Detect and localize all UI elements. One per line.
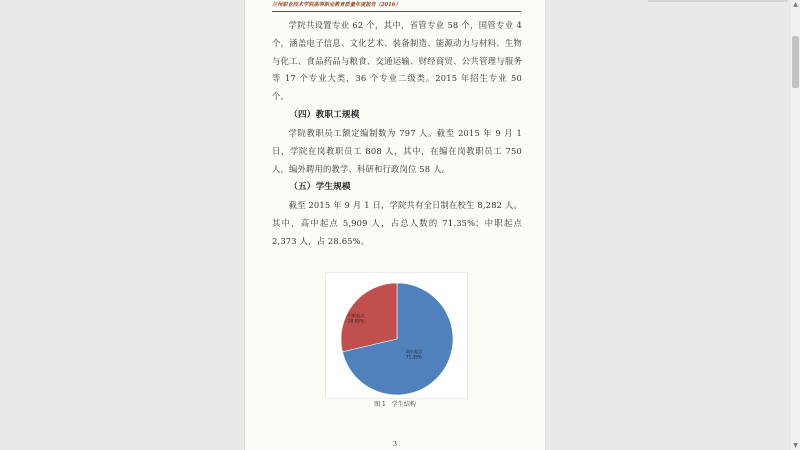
page-content: [272, 17, 522, 251]
running-header: 兰州职业技术学院高等职业教育质量年度报告（2016）: [272, 0, 521, 12]
scroll-up-icon[interactable]: ▲: [793, 1, 798, 8]
page-number: 3: [392, 440, 398, 448]
pie-chart: [326, 273, 467, 398]
pie-slice-1-value-label: 71.35%: [406, 354, 422, 360]
staff-heading: （四）教职工规模: [289, 109, 360, 120]
scroll-down-icon[interactable]: ▼: [793, 442, 798, 449]
window-top-strip: [648, 0, 788, 2]
pie-slice-1-category-label: 高中起点: [405, 349, 423, 354]
students-paragraph: 截至 2015 年 9 月 1 日，学院共有全日制在校生 8,282 人。其中，高中起点 5,909 人，占总人数的 71.35%；中职起点 2,373 人，占 28.65%。: [272, 200, 522, 246]
majors-paragraph: 学院共设置专业 62 个，其中，省管专业 58 个，国管专业 4 个，涵盖电子信息、文化艺术、装备制造、能源动力与材料、生物与化工、食品药品与粮食、交通运输、财经商贸、公共管理与服务等 17 个专业大类，36 个专业二级类。2015 年招生专业 50 个。: [272, 20, 522, 102]
vertical-scrollbar[interactable]: [791, 0, 800, 450]
pie-slice-2-value-label: 28.65%: [348, 318, 364, 324]
staff-paragraph: 学院教职员工额定编制数为 797 人。截至 2015 年 9 月 1 日，学院在岗教职员工 808 人，其中，在编在岗教职员工 750 人，编外聘用的教学、科研和行政岗位 58 人。: [272, 127, 522, 174]
scroll-thumb[interactable]: [792, 36, 799, 88]
figure-caption: 图 1 学生结构: [374, 401, 416, 408]
document-page: [245, 0, 545, 450]
student-structure-figure: [325, 272, 468, 399]
students-heading: （五）学生规模: [289, 182, 351, 193]
pie-slice-2-category-label: 中职起点: [347, 313, 365, 318]
